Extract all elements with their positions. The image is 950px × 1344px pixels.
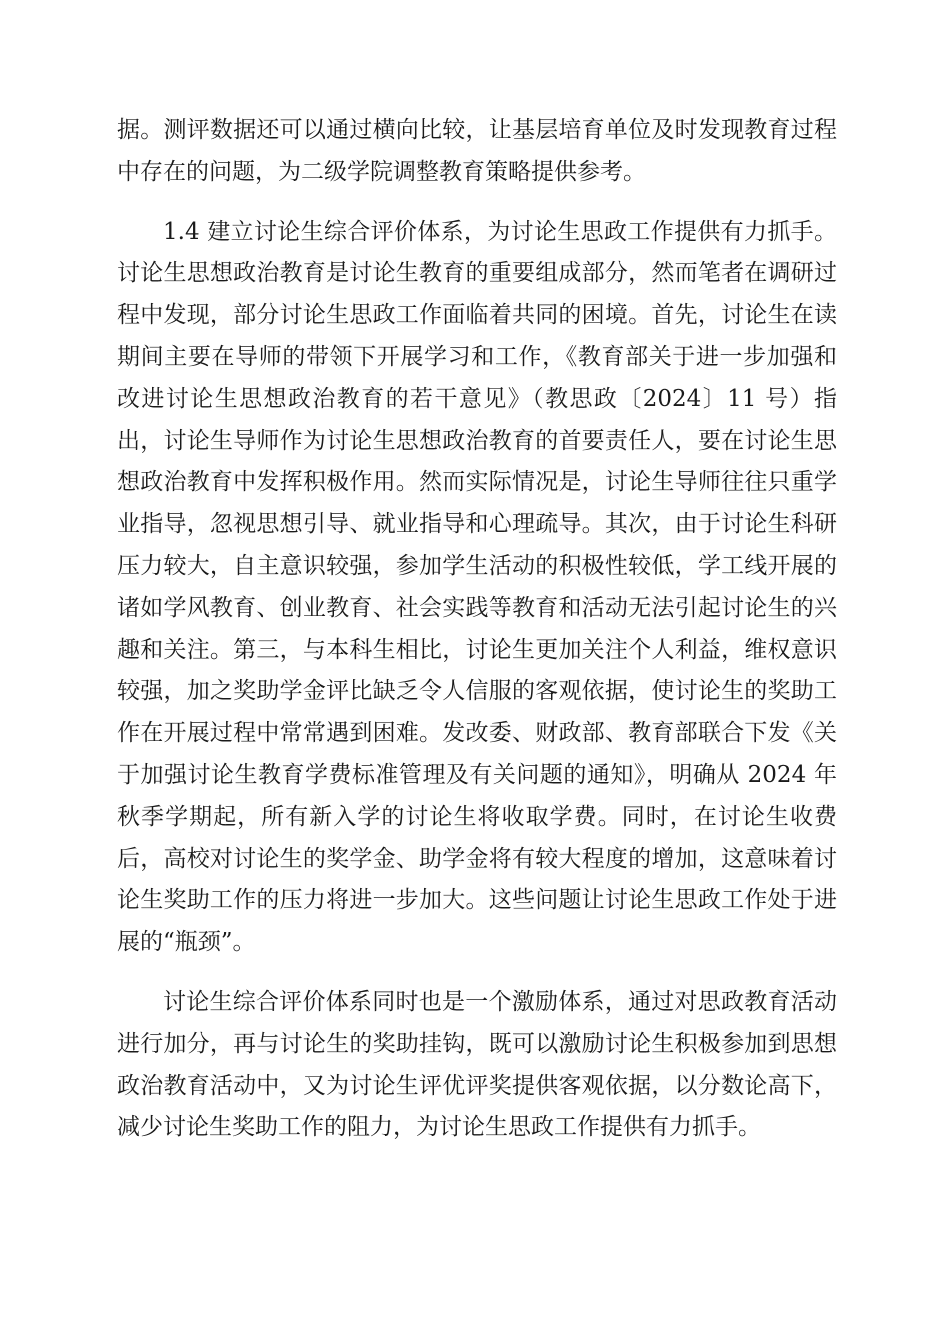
paragraph-spacer — [117, 194, 837, 212]
paragraph-2-line-1: 1.4 建立讨论生综合评价体系，为讨论生思政工作提供有力抓手。讨 — [117, 218, 837, 287]
paragraph-2-line-9: 强，参加学生活动的积极性较低，学工线开展的诸如学风教育、创业教 — [117, 552, 838, 621]
paragraph-2-line-3: 发现，部分讨论生思政工作面临着共同的困境。首先，讨论生在读期间主 — [117, 302, 838, 370]
paragraph-2-line-6: 作为讨论生思想政治教育的首要责任人，要在讨论生思想政治教育中发挥 — [117, 427, 838, 496]
document-body — [117, 110, 837, 1149]
paragraph-spacer — [117, 964, 837, 982]
paragraph-3-line-3: 教育活动中，又为讨论生评优评奖提供客观依据，以分数论高下，减少讨 — [117, 1072, 838, 1141]
paragraph-1 — [117, 110, 837, 194]
paragraph-2-line-4: 要在导师的带领下开展学习和工作，《教育部关于进一步加强和改进讨论 — [117, 343, 838, 412]
paragraph-2-line-11: 生相比，讨论生更加关注个人利益，维权意识较强，加之奖助学金评比缺 — [117, 636, 838, 705]
paragraph-2-line-17: 些问题让讨论生思政工作处于进展的“瓶颈”。 — [117, 887, 838, 956]
paragraph-2-line-14: 理及有关问题的通知》，明确从 2024 年秋季学期起，所有新入学的讨论 — [117, 761, 838, 830]
paragraph-2-line-12: 乏令人信服的客观依据，使讨论生的奖助工作在开展过程中常常遇到困 — [117, 678, 838, 747]
paragraph-3-line-2: 行加分，再与讨论生的奖助挂钩，既可以激励讨论生积极参加到思想政治 — [117, 1030, 838, 1099]
paragraph-2-line-5: 生思想政治教育的若干意见》（教思政〔2024〕11 号）指出，讨论生导师 — [117, 385, 837, 454]
paragraph-2-line-10: 育、社会实践等教育和活动无法引起讨论生的兴趣和关注。第三，与本科 — [117, 594, 838, 663]
paragraph-3-line-1: 讨论生综合评价体系同时也是一个激励体系，通过对思政教育活动进 — [117, 988, 837, 1057]
paragraph-1-line-2: 存在的问题，为二级学院调整教育策略提供参考。 — [140, 158, 646, 185]
paragraph-2 — [117, 212, 837, 964]
paragraph-2-line-8: 导、就业指导和心理疏导。其次，由于讨论生科研压力较大，自主意识较 — [117, 511, 838, 579]
paragraph-2-line-16: 将有较大程度的增加，这意味着讨论生奖助工作的压力将进一步加大。这 — [117, 845, 838, 914]
paragraph-3 — [117, 982, 837, 1149]
paragraph-2-line-7: 积极作用。然而实际情况是，讨论生导师往往只重学业指导，忽视思想引 — [117, 469, 838, 538]
paragraph-2-line-2: 论生思想政治教育是讨论生教育的重要组成部分，然而笔者在调研过程中 — [117, 260, 838, 329]
paragraph-2-line-13: 难。发改委、财政部、教育部联合下发《关于加强讨论生教育学费标准管 — [117, 720, 838, 788]
paragraph-3-line-4: 论生奖助工作的阻力，为讨论生思政工作提供有力抓手。 — [186, 1114, 761, 1141]
paragraph-2-line-15: 生将收取学费。同时，在讨论生收费后，高校对讨论生的奖学金、助学金 — [117, 803, 838, 872]
paragraph-1-line-1: 据。测评数据还可以通过横向比较，让基层培育单位及时发现教育过程中 — [117, 117, 837, 185]
